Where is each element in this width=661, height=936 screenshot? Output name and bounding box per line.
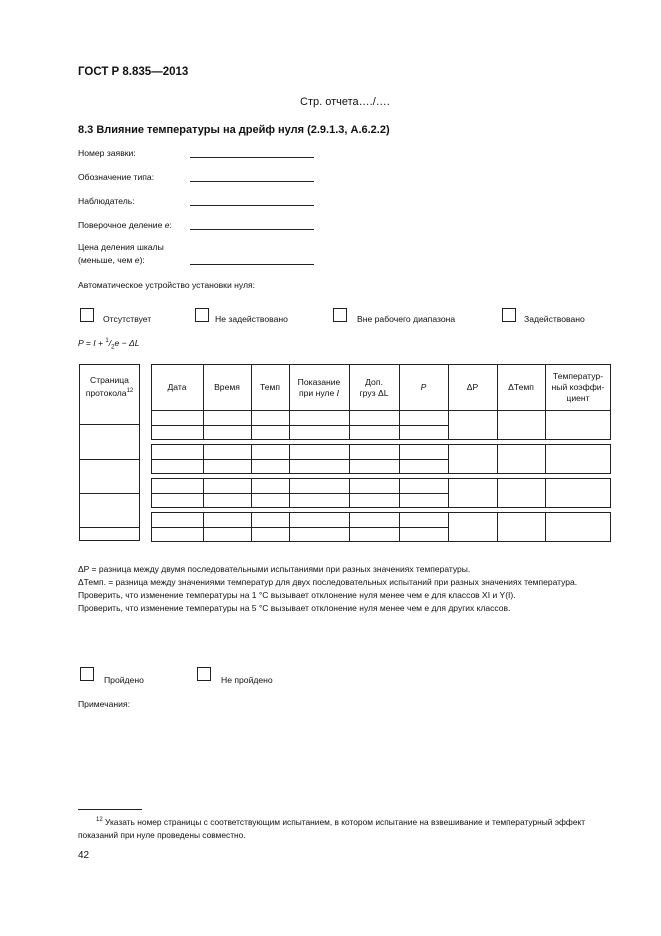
col-divider <box>203 478 204 508</box>
col-divider <box>251 512 252 542</box>
note-delta-temp: ΔТемп. = разница между значениями температур для двух последовательных испытаний при разных значениях температура. <box>78 577 578 587</box>
col-divider <box>399 410 400 440</box>
observer-field[interactable] <box>190 205 314 206</box>
col-divider <box>497 364 498 411</box>
note-check-2: Проверить, что изменение температуры на 5 °С вызывает отклонение нуля менее чем e для других классов. <box>78 603 511 613</box>
row-divider <box>151 425 449 426</box>
footnote-rule <box>78 809 142 810</box>
option-out-of-range-label: Вне рабочего диапазона <box>357 314 456 324</box>
page-cell[interactable] <box>79 494 140 528</box>
failed-label: Не пройдено <box>221 675 273 685</box>
result-block[interactable] <box>448 478 611 508</box>
col-divider <box>289 410 290 440</box>
col-divider <box>497 410 498 440</box>
col-divider <box>399 364 400 411</box>
col-divider <box>545 444 546 474</box>
verification-division-label: Поверочное деление e: <box>78 220 172 230</box>
col-divider <box>251 364 252 411</box>
col-divider <box>545 364 546 411</box>
footnote: $^{12}$ Указать номер страницы с соответствующим испытанием, в котором испытание на взвешивание и температурный эффект показаний при нуле проведены совместно. <box>78 816 586 840</box>
header-time: Время <box>214 382 240 392</box>
page-cell[interactable] <box>79 460 140 494</box>
note-delta-p: ΔP = разница между двумя последовательными испытаниями при разных значениях температуры. <box>78 564 471 574</box>
col-divider <box>289 478 290 508</box>
col-divider <box>251 478 252 508</box>
col-divider <box>448 364 449 411</box>
col-divider <box>349 410 350 440</box>
type-designation-label: Обозначение типа: <box>78 172 155 182</box>
col-divider <box>203 444 204 474</box>
header-delta-p: ΔP <box>466 382 479 392</box>
verification-division-field[interactable] <box>190 229 314 230</box>
col-divider <box>349 478 350 508</box>
failed-checkbox[interactable] <box>197 667 211 681</box>
col-divider <box>497 444 498 474</box>
result-block[interactable] <box>448 512 611 542</box>
col-divider <box>251 410 252 440</box>
auto-zero-label: Автоматическое устройство установки нуля: <box>78 280 256 290</box>
col-divider <box>203 410 204 440</box>
col-divider <box>399 478 400 508</box>
col-divider <box>203 512 204 542</box>
col-divider <box>251 444 252 474</box>
header-page: Страница протокола$^{12}$ <box>85 375 134 398</box>
document-standard-header: ГОСТ Р 8.835—2013 <box>78 66 189 78</box>
option-out-of-range-checkbox[interactable] <box>333 308 347 322</box>
col-divider <box>349 364 350 411</box>
notes <box>78 563 618 615</box>
col-divider <box>545 410 546 440</box>
section-title: 8.3 Влияние температуры на дрейф нуля (2.9.1.3, А.6.2.2) <box>78 124 390 136</box>
header-delta-temp: ΔТемп <box>508 382 534 392</box>
col-divider <box>399 512 400 542</box>
remarks-label: Примечания: <box>78 699 131 709</box>
formula: $P = I + ^1/_2e - \Delta L$ <box>78 338 140 351</box>
row-divider <box>151 493 449 494</box>
header-zero-reading: Показание при нуле I <box>297 376 341 398</box>
col-divider <box>289 364 290 411</box>
option-not-used-checkbox[interactable] <box>195 308 209 322</box>
scale-division-label-line1: Цена деления шкалы <box>78 242 164 252</box>
row-divider <box>151 459 449 460</box>
col-divider <box>349 512 350 542</box>
passed-checkbox[interactable] <box>80 667 94 681</box>
page-number: 42 <box>78 850 90 861</box>
col-divider <box>399 444 400 474</box>
note-check-1: Проверить, что изменение температуры на 1 °С вызывает отклонение нуля менее чем e для классов XI и Y(I). <box>78 590 516 600</box>
report-page-reference: Стр. отчета…./…. <box>300 96 390 108</box>
result-block[interactable] <box>448 410 611 440</box>
application-number-field[interactable] <box>190 157 314 158</box>
col-divider <box>497 512 498 542</box>
col-divider <box>203 364 204 411</box>
passed-label: Пройдено <box>104 675 144 685</box>
option-used-label: Задействовано <box>524 314 585 324</box>
header-p: P <box>420 382 427 392</box>
application-number-label: Номер заявки: <box>78 148 136 158</box>
option-not-used-label: Не задействовано <box>215 314 288 324</box>
result-block[interactable] <box>448 444 611 474</box>
row-divider <box>151 527 449 528</box>
col-divider <box>545 512 546 542</box>
header-date: Дата <box>167 382 187 392</box>
option-absent-label: Отсутствует <box>103 314 152 324</box>
option-absent-checkbox[interactable] <box>80 308 94 322</box>
page-cell[interactable] <box>79 425 140 460</box>
scale-division-field[interactable] <box>190 264 314 265</box>
header-additional-load: Доп. груз ΔL <box>359 376 389 398</box>
col-divider <box>289 444 290 474</box>
col-divider <box>349 444 350 474</box>
header-temp: Темп <box>259 382 281 392</box>
observer-label: Наблюдатель: <box>78 196 135 206</box>
type-designation-field[interactable] <box>190 181 314 182</box>
scale-division-label-line2: (меньше, чем e): <box>78 255 145 265</box>
col-divider <box>289 512 290 542</box>
col-divider <box>545 478 546 508</box>
header-temp-coefficient: Температур- ный коэффи- циент <box>551 371 605 403</box>
option-used-checkbox[interactable] <box>502 308 516 322</box>
col-divider <box>497 478 498 508</box>
